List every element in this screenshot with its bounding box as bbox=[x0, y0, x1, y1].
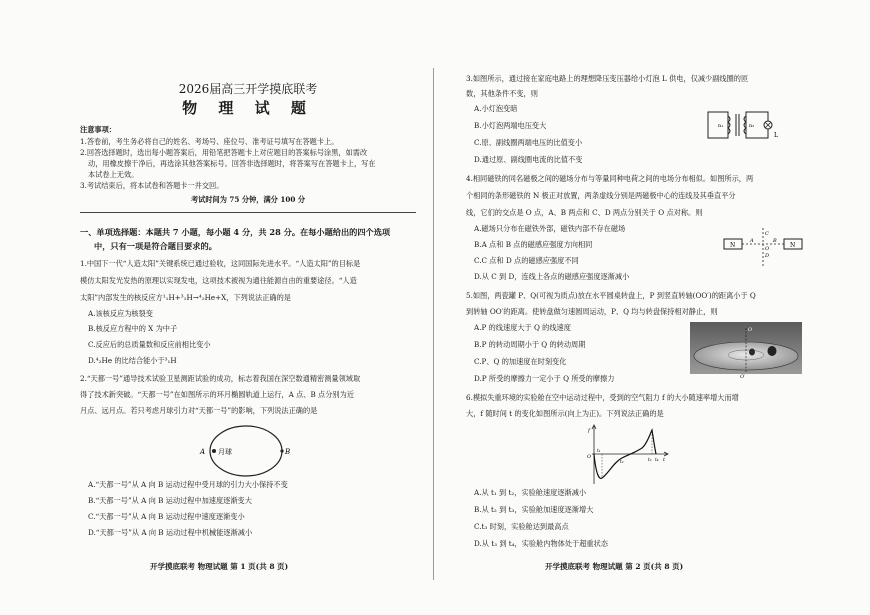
notice-line: 1.答卷前，考生务必将自己的姓名、考场号、座位号、准考证号填写在答题卡上。 bbox=[80, 137, 339, 146]
question-text: 得了技术新突破。“天都一号”在如图所示的环月椭圆轨道上运行，A 点、B 点分别为近 bbox=[80, 390, 354, 399]
point-o-label: O bbox=[765, 246, 770, 252]
question-text: 1.中国下一代“人造太阳”关键系统已通过验收，这同国际先进水平。“人造太阳”的目标是 bbox=[80, 259, 361, 268]
option: D.从 C 到 D，连线上各点的磁感应强度逐渐减小 bbox=[474, 272, 630, 281]
question-text: 太阳”内部发生的核反应方¹₁H+³₁H→⁴₂He+X，下列说法正确的是 bbox=[80, 293, 291, 302]
notice-line: 本试卷上无效。 bbox=[88, 170, 139, 179]
option: D.“天都一号”从 A 向 B 运动过程中机械能逐渐减小 bbox=[88, 528, 253, 537]
exam-title: 2026届高三开学摸底联考 bbox=[178, 82, 318, 96]
divider-line bbox=[80, 212, 416, 213]
n1-label: n₁ bbox=[718, 123, 724, 129]
option: C.t₃ 时刻，实验舱达到最高点 bbox=[474, 522, 569, 531]
option: B.P 的转动周期小于 Q 的转动周期 bbox=[474, 340, 586, 349]
option: B.从 t₂ 到 t₃，实验舱加速度逐渐增大 bbox=[474, 505, 594, 514]
question-text: 4.相同磁铁的同名磁极之间的磁场分布与等量同种电荷之间的电场分布相似。如图所示，两 bbox=[466, 174, 754, 183]
notice-line: 3.考试结束后，将本试卷和答题卡一并交回。 bbox=[80, 181, 224, 190]
t3-label: t₃ bbox=[648, 458, 652, 463]
axis-top-label: O bbox=[748, 327, 753, 333]
question-text: 3.如图所示，通过接在家庭电路上的理想降压变压器给小灯泡 L 供电，仅减少副线圈的匝 bbox=[466, 74, 749, 83]
option: C.P、Q 的加速度在时刻变化 bbox=[474, 357, 567, 366]
option: C.原、副线圈两端电压的比值变小 bbox=[474, 138, 583, 147]
point-a-label: A bbox=[750, 238, 754, 244]
page-footer-left: 开学摸底联考 物理试题 第 1 页(共 8 页) bbox=[150, 562, 289, 571]
transformer-figure bbox=[706, 104, 782, 144]
axis-bottom-label: O′ bbox=[740, 374, 746, 378]
magnet-figure bbox=[722, 226, 804, 268]
lunar-orbit-figure bbox=[196, 422, 296, 480]
force-time-graph bbox=[584, 424, 670, 486]
option: D.从 t₃ 到 t₄，实验舱内物体处于超重状态 bbox=[474, 539, 608, 548]
point-c-label: C bbox=[765, 231, 769, 237]
jar-q bbox=[768, 346, 777, 356]
question-text: 2.“天都一号”通导技术试验卫星测距试验的成功，标志着我国在深空数通精密测量领域取 bbox=[80, 374, 361, 383]
option: A.该核反应为核裂变 bbox=[88, 309, 153, 318]
question-text: 6.模拟失重环境的实验舱在空中运动过程中，受到的空气阻力 f 的大小随速率增大而增 bbox=[466, 393, 739, 402]
option: A.“天都一号”从 A 向 B 运动过程中受月球的引力大小保持不变 bbox=[88, 480, 288, 489]
moon-label: 月球 bbox=[218, 448, 232, 456]
option: A.P 的线速度大于 Q 的线速度 bbox=[474, 323, 571, 332]
f-label: f bbox=[588, 428, 590, 434]
question-text: 月点、远月点。若只考虑月球引力对“天都一号”的影响，下列说法正确的是 bbox=[80, 406, 318, 415]
option: D.通过原、副线圈电流的比值不变 bbox=[474, 155, 583, 164]
section-heading: 中，只有一项是符合题目要求的。 bbox=[94, 241, 217, 251]
option: C.反应后的总质量数和反应前相比变小 bbox=[88, 340, 211, 349]
question-text: 数，其他条件不变，则 bbox=[466, 89, 538, 98]
option: C.“天都一号”从 A 向 B 运动过程中速度逐渐变小 bbox=[88, 512, 245, 521]
option: B.核反应方程中的 X 为中子 bbox=[88, 324, 178, 333]
t4-label: t₄ bbox=[655, 458, 659, 463]
turntable-photo bbox=[690, 322, 802, 378]
n-pole-label: N bbox=[730, 242, 736, 249]
option: D.P 所受的摩擦力一定小于 Q 所受的摩擦力 bbox=[474, 374, 615, 383]
option: B.A 点和 B 点的磁感应强度方向相同 bbox=[474, 240, 593, 249]
column-divider bbox=[433, 68, 434, 580]
option: D.⁴₂He 的比结合能小于³₁H bbox=[88, 356, 177, 365]
notice-line: 动，用橡皮擦干净后，再选涂其他答案标号。回答非选择题时，将答案写在答题卡上，写在 bbox=[88, 159, 376, 168]
option: A.小灯泡变暗 bbox=[474, 104, 518, 113]
n-pole-label: N bbox=[790, 242, 796, 249]
question-text: 到转轴 OO′的距离。使转盘做匀速圆周运动，P、Q 均与转盘保持相对静止，则 bbox=[466, 307, 718, 316]
point-d-label: D bbox=[765, 253, 770, 259]
point-b-dot bbox=[280, 449, 283, 452]
option: C.C 点和 D 点的磁感应强度不同 bbox=[474, 256, 579, 265]
origin-label: O bbox=[587, 454, 592, 460]
question-text: 个相同的条形磁铁的 N 极正对放置，两条虚线分别是两磁极中心的连线及其垂直平分 bbox=[466, 191, 736, 200]
moon-dot bbox=[212, 449, 216, 453]
option: A.从 t₁ 到 t₂，实验舱速度逐渐减小 bbox=[474, 488, 587, 497]
jar-p bbox=[749, 349, 755, 356]
point-b-label: B bbox=[285, 448, 291, 456]
section-heading: 一、单项选择题：本题共 7 小题，每小题 4 分，共 28 分。在每小题给出的四个选项 bbox=[80, 227, 391, 237]
t2-label: t₂ bbox=[620, 460, 624, 465]
question-text: 大，f 随时间 t 的变化如图所示(向上为正)。下列说法正确的是 bbox=[466, 409, 664, 418]
option: B.“天都一号”从 A 向 B 运动过程中加速度逐渐变大 bbox=[88, 496, 252, 505]
option: A.磁场只分布在磁铁外部，磁铁内部不存在磁场 bbox=[474, 224, 626, 233]
exam-time: 考试时间为 75 分钟，满分 100 分 bbox=[190, 195, 306, 204]
t1-label: t₁ bbox=[597, 449, 601, 454]
exam-subject: 物 理 试 题 bbox=[182, 99, 314, 117]
question-text: 线，它们的交点是 O 点，A、B 两点和 C、D 两点分别关于 O 点对称。则 bbox=[466, 208, 703, 217]
option: B.小灯泡两端电压变大 bbox=[474, 121, 547, 130]
t-label: t bbox=[663, 457, 666, 463]
notice-line: 2.回答选择题时，选出每小题答案后，用铅笔把答题卡上对应题目的答案标号涂黑，如需改 bbox=[80, 148, 368, 157]
n2-label: n₂ bbox=[749, 123, 755, 129]
point-b-label: B bbox=[773, 238, 777, 244]
notice-heading: 注意事项： bbox=[80, 125, 116, 134]
page-footer-right: 开学摸底联考 物理试题 第 2 页(共 8 页) bbox=[545, 562, 684, 571]
question-text: 模仿太阳发光发热的原理以实现发电，这项技术被视为通往能源自由的重要途径。“人造 bbox=[80, 276, 357, 285]
point-a-label: A bbox=[200, 448, 206, 456]
question-text: 5.如图，两瓷罐 P、Q(可视为质点)放在水平圆桌转盘上，P 到竖直转轴(OO′)的距离小于 Q bbox=[466, 291, 756, 300]
lamp-label: L bbox=[774, 132, 778, 139]
